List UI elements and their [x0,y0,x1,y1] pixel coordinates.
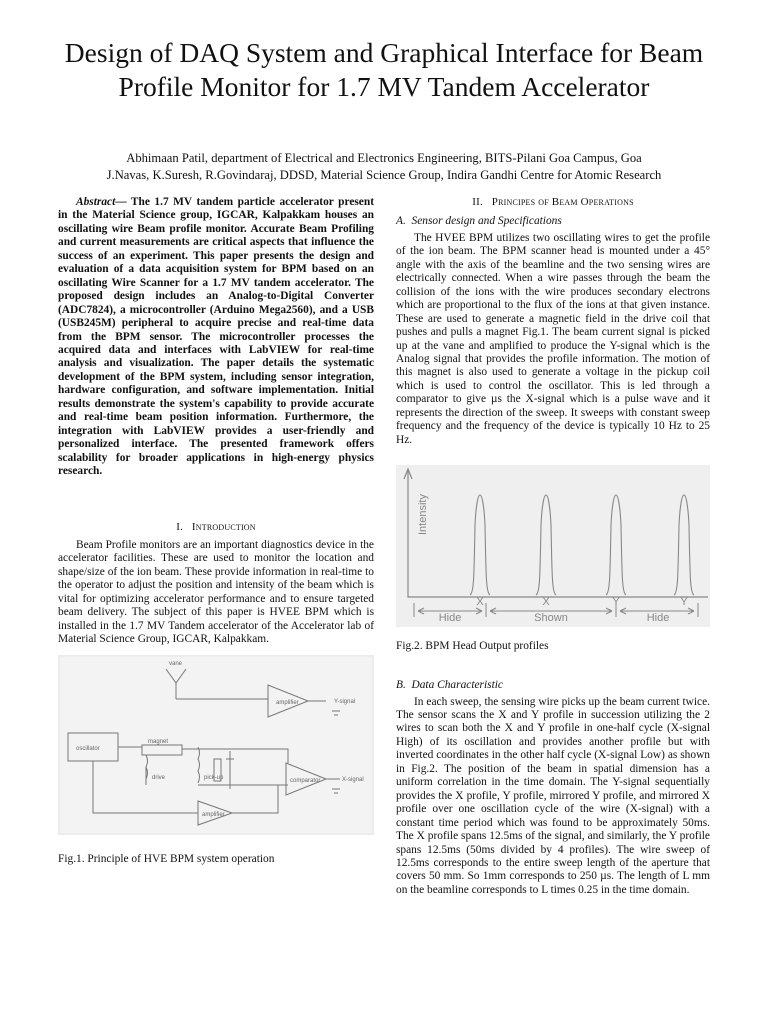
fig1-label-pickup: pick-up [204,774,224,781]
fig2-band-hide-right: Hide [646,612,670,625]
figure-1 [58,655,374,839]
section-number: II. [472,196,483,208]
fig1-label-x-signal: X-signal [342,776,364,783]
section-number: I. [176,520,184,533]
section-heading-introduction [58,521,374,534]
introduction-paragraph: Beam Profile monitors are an important diagnostics device in the accelerator facilities. These are used to monitor the location and shape/size of the ion beam. These provide information in real-time to the operator to adjust the position and intensity of the beam which is vital for optimizing accelerator performance and to ensure targeted beam delivery. The subject of this paper is HVEE BPM which is installed in the 1.7 MV Tandem accelerator of the Accelerator lab of Material Science Group, IGCAR, Kalpakkam. [58,538,374,646]
fig1-block-diagram [58,655,374,835]
fig1-caption: Fig.1. Principle of HVE BPM system operation [58,853,275,866]
sensor-design-paragraph: The HVEE BPM utilizes two oscillating wires to get the profile of the ion beam. The BPM scanner head is mounted under a 45° angle with the axis of the beamline and the two sensing wires are electrically connected. When a wire passes through the beam the collision of the ions with the wire produces secondary electrons which are proportional to the flux of the ions at that given instance. These are used to generate a magnetic field in the drive coil that pushes and pulls a magnet Fig.1. The beam current signal is picked up at the vane and amplified to produce the Y-signal which is the Analog signal that provides the profile information. The motion of this magnet is also used to generate a voltage in the pickup coil which is used to control the oscillator. This is led through a comparator to give µs the X-signal which is a pulse wave and it represents the direction of the sweep. It sweeps with constant sweep frequency and the frequency of the device is typically 10 Hz to 25 Hz. [396,231,710,446]
paper-title: Design of DAQ System and Graphical Interface for Beam Profile Monitor for 1.7 MV Tandem Accelerator [64,37,704,102]
subsection-heading-a [396,215,710,228]
fig1-label-y-signal: Y-signal [334,698,356,705]
abstract [58,196,374,479]
fig1-label-amplifier-1: amplifier [276,699,299,706]
author-line-1: Abhimaan Patil, department of Electrical and Electronics Engineering, BITS-Pilani Goa Campus, Goa [126,151,642,165]
fig2-band-hide-left: Hide [438,612,462,625]
fig2-caption: Fig.2. BPM Head Output profiles [396,639,549,652]
fig2-peak-label-3: Y [612,596,620,609]
fig2-band-shown: Shown [534,612,568,625]
section-heading-principles [396,196,710,209]
fig1-label-oscillator: oscillator [76,745,100,752]
fig2-peak-label-1: X [476,596,484,609]
fig2-output-profiles [396,465,710,627]
fig1-label-comparator: comparator [290,777,321,784]
fig1-label-vane: vane [169,660,183,667]
fig1-label-magnet: magnet [148,738,169,745]
figure-2 [396,465,710,631]
subsection-heading-b [396,679,710,692]
abstract-dash: — [115,196,127,208]
fig1-label-amplifier-2: amplifier [202,811,225,818]
author-block [40,150,728,184]
section-title: Introduction [191,520,256,533]
subsection-number: B. [396,679,406,692]
fig2-ylabel: Intensity [417,494,429,536]
fig1-label-drive: drive [152,774,166,781]
subsection-title: Data Characteristic [411,679,503,692]
right-column [396,196,710,897]
fig2-peak-label-2: X [542,596,550,609]
subsection-number: A. [396,215,406,228]
data-characteristic-paragraph: In each sweep, the sensing wire picks up the beam current twice. The sensor scans the X and Y profile in succession utilizing the 2 wires to scan both the X and Y profile in one-half cycle (X-signal High) of its oscillation and provides another profile but with inverted coordinates in the other half cycle (X-signal Low) as shown in Fig.2. The position of the beam in spatial dimension has a uniform correlation in the time domain. The Y-signal sequentially provides the X profile, Y profile, mirrored Y profile, and mirrored X profile over one oscillation cycle of the wire (X-signal) with a constant time period which was found to be approximately 50ms. The X profile spans 12.5ms of the signal, and similarly, the Y profile spans 12.5ms (50ms divided by 4 profiles). The wire sweep of 12.5ms corresponds to the entire sweep length of the aperture that covers 50 mm. So 1mm corresponds to 250 µs. The length of L mm on the beamline corresponds to L times 0.25 in the time domain. [396,695,710,896]
abstract-label: Abstract [76,196,116,208]
author-line-2: J.Navas, K.Suresh, R.Govindaraj, DDSD, Material Science Group, Indira Gandhi Centre for Atomic Research [106,168,662,182]
left-column [58,196,374,867]
section-title: Principes of Beam Operations [491,196,634,208]
subsection-title: Sensor design and Specifications [411,215,562,228]
abstract-text: The 1.7 MV tandem particle accelerator present in the Material Science group, IGCAR, Kalpakkam houses an oscillating wire Beam profile monitor. Accurate Beam Profiling and current measurements are critical aspects that influence the success of an experiment. This paper presents the design and evaluation of a data acquisition system for BPM based on an oscillating Wire Scanner for a 1.7 MV tandem accelerator. The proposed design includes an Analog-to-Digital Converter (ADC7824), a microcontroller (Arduino Mega2560), and a USB (USB245M) peripheral to acquire precise and real-time data from the BPM sensor. The microcontroller processes the acquired data and interfaces with LabVIEW for real-time analysis and visualization. The paper details the systematic development of the BPM system, including sensor integration, hardware configuration, and software implementation. Initial results demonstrate the system's capability to provide accurate and real-time beam position information. Furthermore, the integration with LabVIEW provides a user-friendly and personalized interface. The presented framework offers scalability for broader applications in high-energy physics research. [58,196,374,478]
fig2-peak-label-4: Y [680,596,688,609]
